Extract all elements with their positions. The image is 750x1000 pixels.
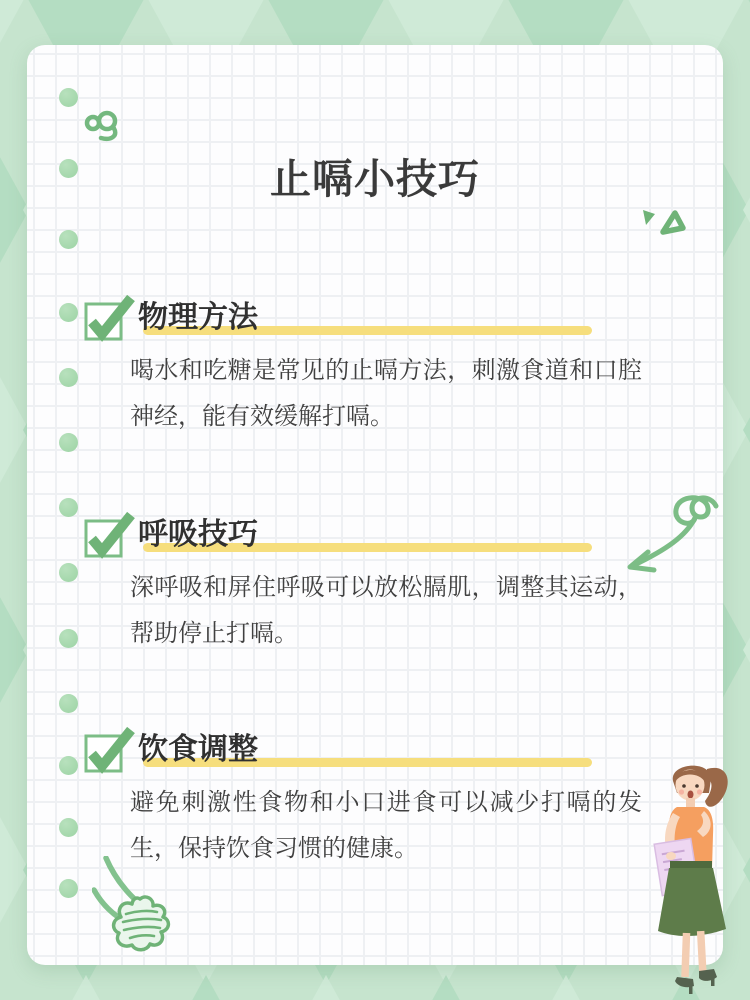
checkbox-check-icon — [84, 509, 136, 559]
binding-dot — [59, 303, 78, 322]
binding-dot — [59, 368, 78, 387]
section-heading: 物理方法 — [138, 301, 258, 334]
section-body: 喝水和吃糖是常见的止嗝方法，刺激食道和口腔神经，能有效缓解打嗝。 — [130, 357, 642, 430]
section-body: 避免刺激性食物和小口进食可以减少打嗝的发生，保持饮食习惯的健康。 — [130, 789, 642, 862]
section-heading: 饮食调整 — [138, 733, 258, 766]
binding-dot — [59, 88, 78, 107]
binding-dot — [59, 629, 78, 648]
section-physical — [84, 296, 644, 430]
binding-dot — [59, 498, 78, 517]
section-heading: 呼吸技巧 — [138, 518, 258, 551]
binding-dot — [59, 756, 78, 775]
section-breathing — [84, 513, 644, 647]
bow-doodle-icon — [84, 108, 122, 146]
binding-dot — [59, 433, 78, 452]
binding-dot — [59, 563, 78, 582]
binding-dot — [59, 694, 78, 713]
section-header — [84, 728, 644, 774]
flower-scribble-icon — [110, 894, 174, 952]
checkbox-check-icon — [84, 724, 136, 774]
triangle-doodles-icon — [638, 204, 690, 242]
presenter-woman-illustration — [653, 755, 745, 995]
page-title: 止嗝小技巧 — [270, 156, 480, 202]
section-header — [84, 513, 644, 559]
section-body: 深呼吸和屏住呼吸可以放松膈肌，调整其运动，帮助停止打嗝。 — [130, 574, 642, 647]
binding-dot — [59, 879, 78, 898]
binding-dot — [59, 230, 78, 249]
section-header — [84, 296, 644, 342]
binding-dot — [59, 818, 78, 837]
section-diet — [84, 728, 644, 862]
checkbox-check-icon — [84, 292, 136, 342]
